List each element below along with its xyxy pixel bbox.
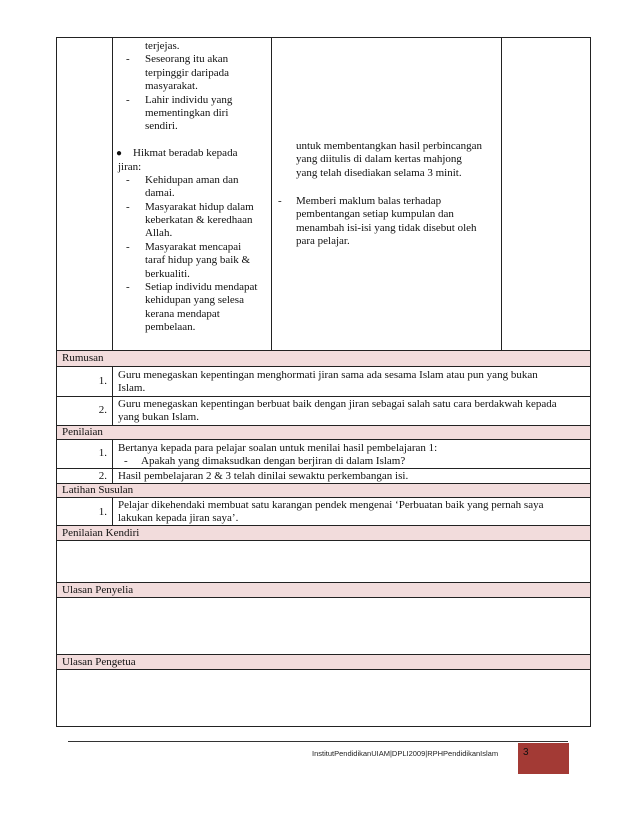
line-text: terpinggir daripada — [145, 66, 229, 79]
text-line: yang bukan Islam. — [118, 411, 199, 424]
ulasan-penyelia-band — [57, 582, 590, 597]
line-text: damai. — [145, 187, 175, 200]
dash-marker: - — [126, 53, 130, 66]
rule — [56, 350, 591, 351]
text-line — [115, 67, 265, 80]
footer-text: InstitutPendidikanUIAM|DPLI2009|RPHPendidikanIslam — [312, 749, 499, 758]
table-bottom-border — [56, 726, 591, 727]
dash-marker: - — [126, 93, 130, 106]
line-text: berkualiti. — [145, 267, 190, 280]
footer-rule — [68, 741, 568, 742]
rumusan-header: Rumusan — [62, 352, 104, 364]
line-text: taraf hidup yang baik & — [145, 254, 251, 267]
text-line: untuk membentangkan hasil perbincangan — [296, 140, 483, 152]
rumusan-item-2 — [118, 398, 588, 425]
text-line — [115, 107, 265, 120]
ulasan-pengetua-header: Ulasan Pengetua — [62, 656, 136, 668]
text-line: Pelajar dikehendaki membuat satu karangan pendek mengenai ‘Perbuatan baik yang pernah saya — [118, 499, 544, 511]
dash-item — [115, 241, 265, 254]
table-top-border — [56, 37, 591, 38]
line-text: mementingkan diri — [145, 106, 229, 119]
content-cell — [115, 40, 265, 335]
dash-marker: - — [126, 173, 130, 186]
dash-item — [115, 94, 265, 107]
dash-marker: - — [126, 240, 130, 253]
col-divider-3 — [501, 37, 502, 350]
table-right-border — [590, 37, 591, 726]
rule — [56, 497, 591, 498]
col-divider-1 — [112, 37, 113, 350]
bullet-item — [115, 147, 265, 160]
text-line: pembentangan setiap kumpulan dan — [296, 208, 454, 221]
line-text: Lahir individu yang — [145, 93, 233, 106]
penilaian-item-2: Hasil pembelajaran 2 & 3 telah dinilai sewaktu perkembangan isi. — [118, 470, 409, 482]
line-text: kerana mendapat — [145, 307, 220, 320]
line-text: keberkatan & keredhaan — [145, 214, 253, 227]
num-col-divider — [112, 366, 113, 425]
rumusan-num-2: 2. — [98, 404, 107, 416]
text-line — [115, 80, 265, 93]
text-line: yang telah disediakan selama 3 minit. — [296, 166, 462, 179]
dash-item — [115, 281, 265, 294]
text-line — [115, 308, 265, 321]
num-col-divider — [112, 439, 113, 483]
line-text: Seseorang itu akan — [145, 53, 229, 66]
text-line — [115, 40, 265, 53]
text-line — [115, 321, 265, 334]
rumusan-num-1: 1. — [98, 375, 107, 387]
latihan-item-1 — [118, 499, 588, 526]
dash-item — [115, 174, 265, 187]
text-line — [115, 214, 265, 227]
rule — [56, 654, 591, 655]
dash-item — [115, 201, 265, 214]
activity-para-1 — [296, 140, 501, 180]
table-left-border — [56, 37, 57, 726]
rule — [56, 669, 591, 670]
text-line: Islam. — [118, 382, 146, 395]
line-text: Masyarakat mencapai — [145, 240, 242, 253]
text-line — [115, 187, 265, 200]
dash-item — [115, 53, 265, 66]
line-text: sendiri. — [145, 120, 178, 133]
activity-dash: - — [278, 195, 282, 207]
penilaian-item-1 — [118, 442, 588, 455]
latihan-header: Latihan Susulan — [62, 484, 134, 496]
line-text: jiran: — [118, 160, 142, 173]
penilaian-num-1: 1. — [98, 447, 107, 459]
penilaian-kendiri-header: Penilaian Kendiri — [62, 527, 140, 539]
col-divider-2 — [271, 37, 272, 350]
text-line — [115, 268, 265, 281]
line-text: Kehidupan aman dan — [145, 173, 239, 186]
line-text: Setiap individu mendapat — [145, 281, 258, 294]
latihan-num-1: 1. — [98, 506, 107, 518]
line-text: Hikmat beradab kepada — [133, 147, 238, 160]
penilaian-header: Penilaian — [62, 426, 103, 438]
penilaian-question: Apakah yang dimaksudkan dengan berjiran di dalam Islam? — [141, 455, 406, 467]
text-line: Guru menegaskan kepentingan menghormati jiran sama ada sesama Islam atau pun yang bukan — [118, 369, 538, 381]
penilaian-num-2: 2. — [98, 470, 107, 482]
text-line — [115, 120, 265, 133]
penilaian-dash: - — [124, 455, 128, 467]
text-line: Bertanya kepada para pelajar soalan untuk menilai hasil pembelajaran 1: — [118, 442, 438, 454]
text-line: Guru menegaskan kepentingan berbuat baik dengan jiran sebagai salah satu cara berdakwah kepada — [118, 398, 557, 410]
rule — [56, 582, 591, 583]
text-line: para pelajar. — [296, 235, 350, 248]
text-line: Memberi maklum balas terhadap — [296, 195, 442, 207]
dash-marker: - — [126, 281, 130, 294]
rule — [56, 366, 591, 367]
line-text: terjejas. — [145, 40, 180, 52]
text-line — [115, 134, 265, 147]
rumusan-item-1 — [118, 369, 588, 396]
line-text: kehidupan yang selesa — [145, 294, 244, 307]
text-line — [115, 161, 265, 174]
text-line: lakukan kepada jiran saya’. — [118, 512, 239, 525]
rumusan-band — [57, 350, 590, 366]
rule — [56, 439, 591, 440]
num-col-divider — [112, 497, 113, 525]
ulasan-pengetua-band — [57, 654, 590, 669]
bullet-icon: ● — [116, 148, 123, 160]
penilaian-band — [57, 425, 590, 439]
line-text: pembelaan. — [145, 321, 196, 334]
dash-marker: - — [126, 200, 130, 213]
latihan-band — [57, 483, 590, 497]
rule — [56, 396, 591, 397]
text-line: yang diitulis di dalam kertas mahjong — [296, 153, 462, 166]
rule — [56, 425, 591, 426]
text-line — [115, 227, 265, 240]
text-line — [115, 254, 265, 267]
ulasan-penyelia-header: Ulasan Penyelia — [62, 584, 134, 596]
line-text: masyarakat. — [145, 80, 198, 93]
line-text: Masyarakat hidup dalam — [145, 200, 254, 213]
activity-para-2 — [296, 195, 501, 249]
page-number: 3 — [523, 747, 529, 758]
text-line — [115, 294, 265, 307]
rule — [56, 597, 591, 598]
text-line: menambah isi-isi yang tidak disebut oleh — [296, 221, 477, 234]
line-text: Allah. — [145, 227, 173, 240]
